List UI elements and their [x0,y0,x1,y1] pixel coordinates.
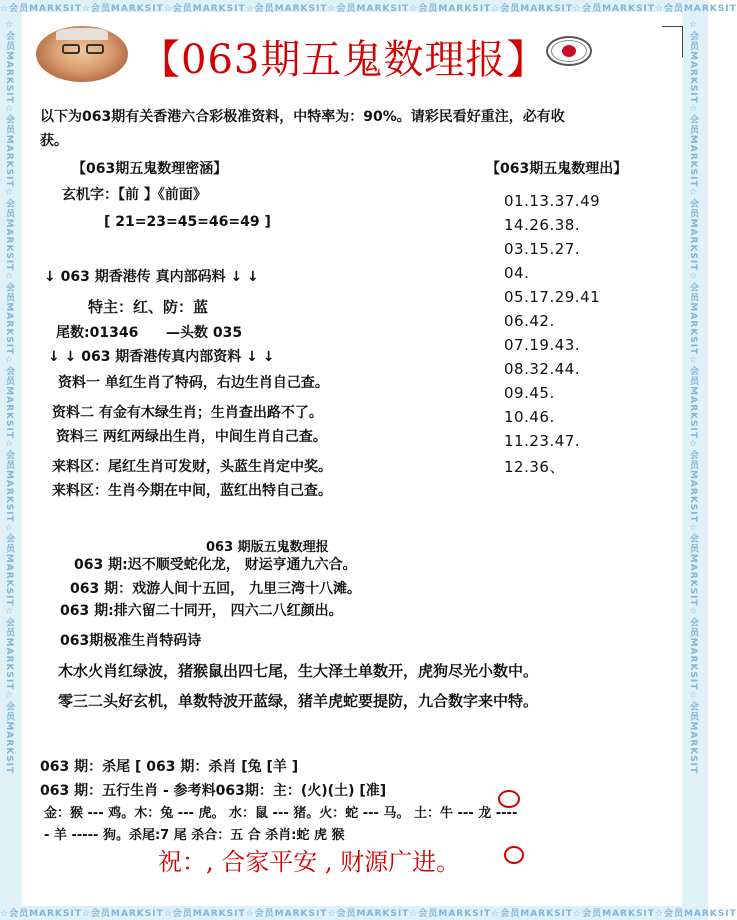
kill-summary-line: - 羊 ----- 狗。杀尾:7 尾 杀合：五 合 杀肖:蛇 虎 猴 [44,828,345,843]
avatar-left-glass [62,44,80,54]
number-row-12: 12.36、 [504,458,565,476]
kill-tail-line: 063 期：杀尾 [ 063 期：杀肖 [兔 [羊 ] [40,759,299,775]
avatar-hair [56,28,108,40]
number-row-2: 14.26.38. [504,216,581,234]
material-3: 资料三 两红两绿出生肖，中间生肖自己查。 [56,429,327,445]
hk-heading-2: ↓ ↓ 063 期香港传真内部资料 ↓ ↓ [48,349,275,365]
left-heading: 【063期五鬼数理密涵】 [72,161,228,177]
intro-line-2: 获。 [40,133,68,149]
right-heading: 【063期五鬼数理出】 [486,161,628,177]
material-5: 来料区：生肖今期在中间，蓝红出特自己查。 [52,483,332,499]
number-row-7: 07.19.43. [504,336,581,354]
elements-zodiac-line: 金：猴 --- 鸡。木：兔 --- 虎。 水：鼠 --- 猪。火：蛇 --- 马。 土：牛 --- 龙 ---- [44,806,518,821]
avatar [36,26,128,82]
number-row-3: 03.15.27. [504,240,581,258]
number-row-10: 10.46. [504,408,555,426]
number-row-4: 04. [504,264,530,282]
material-1: 资料一 单红生肖了特码，右边生肖自己查。 [58,375,329,391]
blessing-text: 祝：, 合家平安 , 财源广进。 [158,848,461,876]
number-row-11: 11.23.47. [504,432,581,450]
tezhu-text: 特主：红、防：蓝 [88,298,209,316]
poem-line-2: 063 期：戏游人间十五回， 九里三湾十八滩。 [70,581,361,597]
watermark-top: ☆会员MARKSIT☆会员MARKSIT☆会员MARKSIT☆会员MARKSIT☆会员MARKSIT☆会员MARKSIT☆会员MARKSIT☆会员MARKSIT☆会员MARKSIT [0,4,737,14]
avatar-right-glass [86,44,104,54]
material-4: 来料区：尾红生肖可发财，头蓝生肖定中奖。 [52,459,332,475]
seal-center [562,45,576,57]
corner-line [662,26,683,57]
tail-numbers: 尾数:01346 [56,325,139,341]
xuanji-text: 玄机字：【前 】《前面》 [62,187,207,203]
seal-logo-icon [546,36,592,66]
number-row-6: 06.42. [504,312,555,330]
page-title: 【063期五鬼数理报】 [140,37,548,83]
number-row-8: 08.32.44. [504,360,581,378]
head-numbers: —头数 035 [166,325,243,341]
five-elements-line: 063 期：五行生肖 - 参考料063期：主：(火)(土) [准] [40,783,387,799]
number-row-5: 05.17.29.41 [504,288,601,306]
number-row-9: 09.45. [504,384,555,402]
poem-line-1: 063 期:迟不顺受蛇化龙， 财运亨通九六合。 [74,557,357,573]
watermark-bottom: ☆会员MARKSIT☆会员MARKSIT☆会员MARKSIT☆会员MARKSIT☆会员MARKSIT☆会员MARKSIT☆会员MARKSIT☆会员MARKSIT☆会员MARKSIT [0,909,737,919]
equation-text: [ 21=23=45=46=49 ] [104,214,271,230]
material-2: 资料二 有金有木绿生肖；生肖查出路不了。 [52,405,323,421]
poem-line-3: 063 期:排六留二十同开， 四六二八红颜出。 [60,603,343,619]
intro-line-1: 以下为063期有关香港六合彩极准资料，中特率为：90%。请彩民看好重注，必有收 [40,109,565,125]
number-row-1: 01.13.37.49 [504,192,601,210]
verse-line-2: 零三二头好玄机，单数特波开蓝绿，猪羊虎蛇要提防，九合数字来中特。 [58,692,539,710]
verse-heading: 063期极准生肖特码诗 [60,633,202,649]
verse-line-1: 木水火肖红绿波，猪猴鼠出四七尾，生大泽土单数开，虎狗尽光小数中。 [58,662,539,680]
red-swirl-icon [498,790,520,808]
hk-heading: ↓ 063 期香港传 真内部码料 ↓ ↓ [44,269,259,285]
watermark-right: ☆会员MARKSIT☆会员MARKSIT☆会员MARKSIT☆会员MARKSIT☆会员MARKSIT☆会员MARKSIT☆会员MARKSIT☆会员MARKSIT☆会员MARKSIT [688,20,698,775]
watermark-left: ☆会员MARKSIT☆会员MARKSIT☆会员MARKSIT☆会员MARKSIT☆会员MARKSIT☆会员MARKSIT☆会员MARKSIT☆会员MARKSIT☆会员MARKSIT [4,20,14,775]
red-swirl-icon-2 [504,846,524,864]
poem-heading: 063 期版五鬼数理报 [206,540,329,555]
